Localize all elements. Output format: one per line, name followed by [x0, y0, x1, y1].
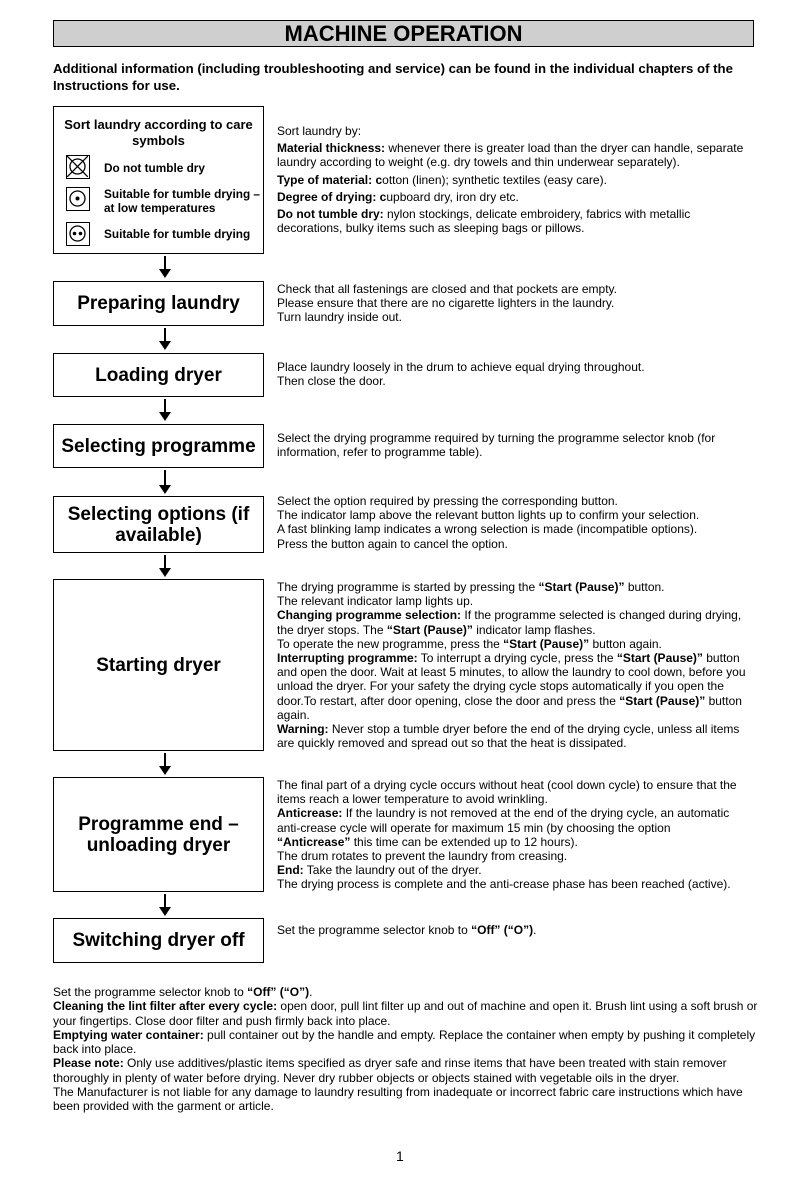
preparing-description: Check that all fastenings are closed and that pockets are empty. Please ensure that there are no cigarette lighters in the laundry. Turn laundry inside out.	[277, 282, 617, 325]
flow-arrow-icon	[159, 555, 171, 577]
symbol-label-tumble: Suitable for tumble drying	[104, 227, 251, 241]
tumble-dry-icon	[66, 222, 90, 246]
flow-arrow-icon	[159, 256, 171, 278]
page-number: 1	[396, 1148, 404, 1164]
tumble-dry-low-icon	[66, 187, 90, 211]
flow-arrow-icon	[159, 328, 171, 350]
programme-end-description: The final part of a drying cycle occurs without heat (cool down cycle) to ensure that the items reach a lower temperature to avoid wrinkling. Anticrease: If the laundry is not removed at the end of the drying cycle, an automatic anti-crease cycle will operate for maximum 15 min (by choosing the option “Anticrease” this time can be extended up to 12 hours). The drum rotates to prevent the laundry from creasing. End: Take the laundry out of the dryer. The drying process is complete and the anti-crease phase has been reached (active).	[277, 778, 737, 892]
intro-text: Additional information (including troubleshooting and service) can be found in the individual chapters of the Instructions for use.	[53, 61, 733, 93]
programme-description: Select the drying programme required by turning the programme selector knob (for information, refer to programme table).	[277, 431, 716, 460]
step-starting-dryer: Starting dryer	[53, 579, 264, 751]
flow-arrow-icon	[159, 470, 171, 494]
step-preparing-laundry: Preparing laundry	[53, 281, 264, 326]
footer-notes: Set the programme selector knob to “Off” (“O”). Cleaning the lint filter after every cycle: open door, pull lint filter up and out of machine and open it. Brush lint using a soft brush or your fingertips. Close door filter and push firmly back into place. Emptying water container: pull container out by the handle and empty. Replace the container when empty by pushing it completely back into place. Please note: Only use additives/plastic items specified as dryer safe and rinse items that have been treated with stain remover thoroughly in plenty of water before drying. Never dry rubber objects or objects stained with vegetable oils in the dryer. The Manufacturer is not liable for any damage to laundry resulting from inadequate or incorrect fabric care instructions which have been provided with the garment or article.	[53, 985, 758, 1114]
starting-description: The drying programme is started by pressing the “Start (Pause)” button. The relevant indicator lamp lights up. Changing programme selection: If the programme selected is changed during drying, the dryer stops. The “Start (Pause)” indicator lamp flashes. To operate the new programme, press the “Start (Pause)” button again. Interrupting programme: To interrupt a drying cycle, press the “Start (Pause)” button and open the door. Wait at least 5 minutes, to allow the laundry to cool down, before you unload the dryer. For your safety the drying cycle stops automatically if you open the door.To restart, after door opening, close the door and press the “Start (Pause)” button again. Warning: Never stop a tumble dryer before the end of the drying cycle, unless all items are quickly removed and spread out so that the heat is dissipated.	[277, 580, 746, 751]
step-selecting-programme: Selecting programme	[53, 424, 264, 468]
options-description: Select the option required by pressing the corresponding button. The indicator lamp above the relevant button lights up to confirm your selection. A fast blinking lamp indicates a wrong selection is made (incompatible options). Press the button again to cancel the option.	[277, 494, 700, 551]
flow-arrow-icon	[159, 399, 171, 421]
sort-description: Sort laundry by: Material thickness: whenever there is greater load than the dryer can handle, separate laundry according to weight (e.g. dry towels and thin underwear separately). Type of material: cotton (linen); synthetic textiles (easy care). Degree of drying: cupboard dry, iron dry etc. Do not tumble dry: nylon stockings, delicate embroidery, fabrics with metallic decorations, bulky items such as sleeping bags or pillows.	[277, 124, 744, 236]
sort-laundry-box	[53, 106, 264, 254]
loading-description: Place laundry loosely in the drum to achieve equal drying throughout. Then close the door.	[277, 360, 645, 389]
step-switching-off: Switching dryer off	[53, 918, 264, 963]
switching-off-description: Set the programme selector knob to “Off” (“O”).	[277, 923, 537, 937]
step-programme-end: Programme end – unloading dryer	[53, 777, 264, 892]
sort-title: Sort laundry according to care symbols	[64, 117, 253, 148]
step-selecting-options: Selecting options (if available)	[53, 496, 264, 553]
do-not-tumble-dry-icon	[66, 155, 90, 179]
symbol-label-do-not-tumble: Do not tumble dry	[104, 161, 205, 175]
symbol-label-low-temp: Suitable for tumble drying – at low temperatures	[104, 187, 260, 215]
step-loading-dryer: Loading dryer	[53, 353, 264, 397]
page-title: MACHINE OPERATION	[53, 20, 754, 47]
flow-arrow-icon	[159, 894, 171, 916]
flow-arrow-icon	[159, 753, 171, 775]
